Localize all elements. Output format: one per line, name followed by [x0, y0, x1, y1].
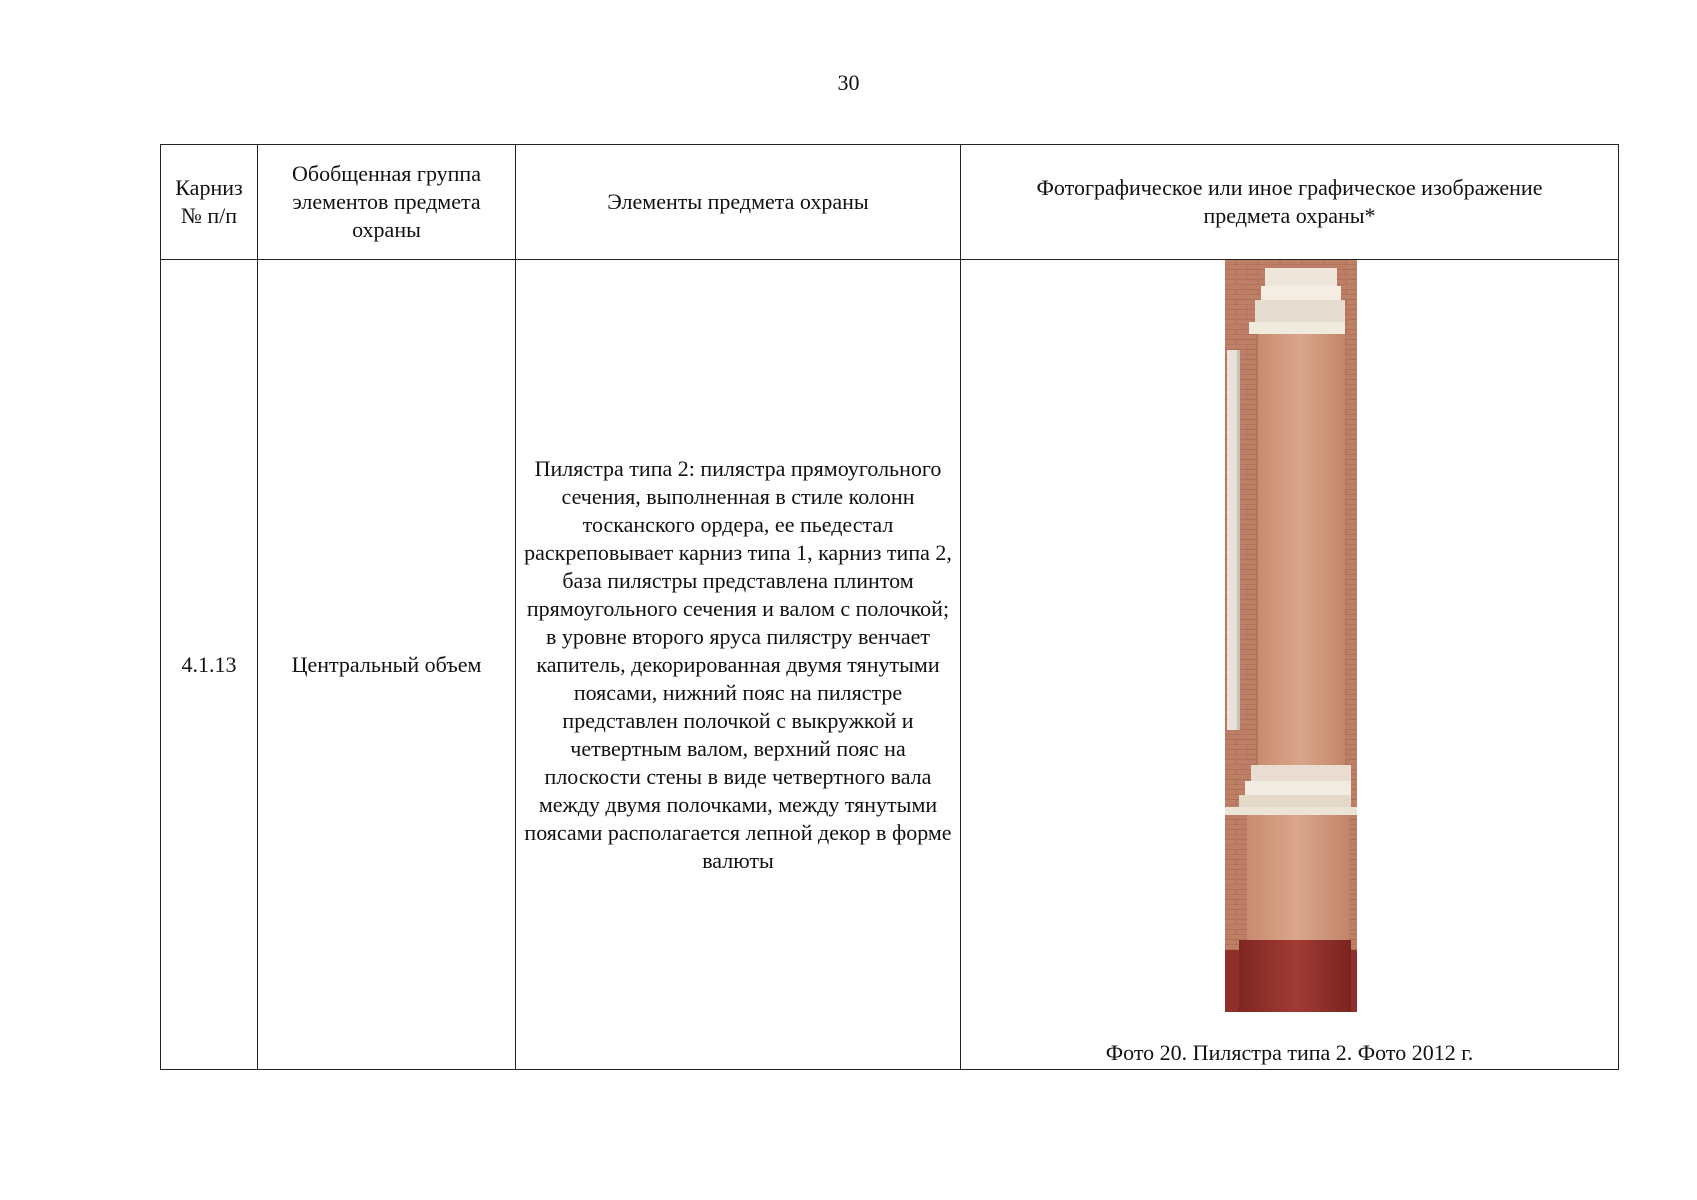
- row-group: Центральный объем: [258, 260, 516, 1070]
- header-group: [258, 145, 516, 260]
- page-number: 30: [837, 70, 860, 95]
- table-row: [161, 260, 1619, 1070]
- header-number-label: Карниз № п/п: [175, 175, 243, 228]
- table-header-row: [161, 145, 1619, 260]
- photo-caption: Фото 20. Пилястра типа 2. Фото 2012 г.: [1105, 1040, 1474, 1065]
- pilaster-photo: [1225, 260, 1357, 1012]
- header-elements: [516, 145, 961, 260]
- photo-cell: [961, 260, 1619, 1070]
- row-number: 4.1.13: [161, 260, 258, 1070]
- header-photo-label: Фотографическое или иное графическое изображение предмета охраны*: [1036, 175, 1543, 228]
- header-number: [161, 145, 258, 260]
- header-group-label: Обобщенная группа элементов предмета охраны: [292, 161, 481, 242]
- pilaster-illustration: [1225, 260, 1357, 1012]
- row-description: Пилястра типа 2: пилястра прямоугольного сечения, выполненная в стиле колонн тосканского ордера, ее пьедестал раскреповывает карниз типа 1, карниз типа 2, база пилястры представлена плинтом прямоугольного сечения и валом с полочкой; в уровне второго яруса пилястру венчает капитель, декорированная двумя тянутыми поясами, нижний пояс на пилястре представлен полочкой с выкружкой и четвертным валом, верхний пояс на плоскости стены в виде четвертного вала между двумя полочками, между тянутыми поясами располагается лепной декор в форме валюты: [516, 260, 961, 1070]
- heritage-table: [160, 144, 1619, 1070]
- header-elements-label: Элементы предмета охраны: [607, 189, 869, 214]
- header-photo: [961, 145, 1619, 260]
